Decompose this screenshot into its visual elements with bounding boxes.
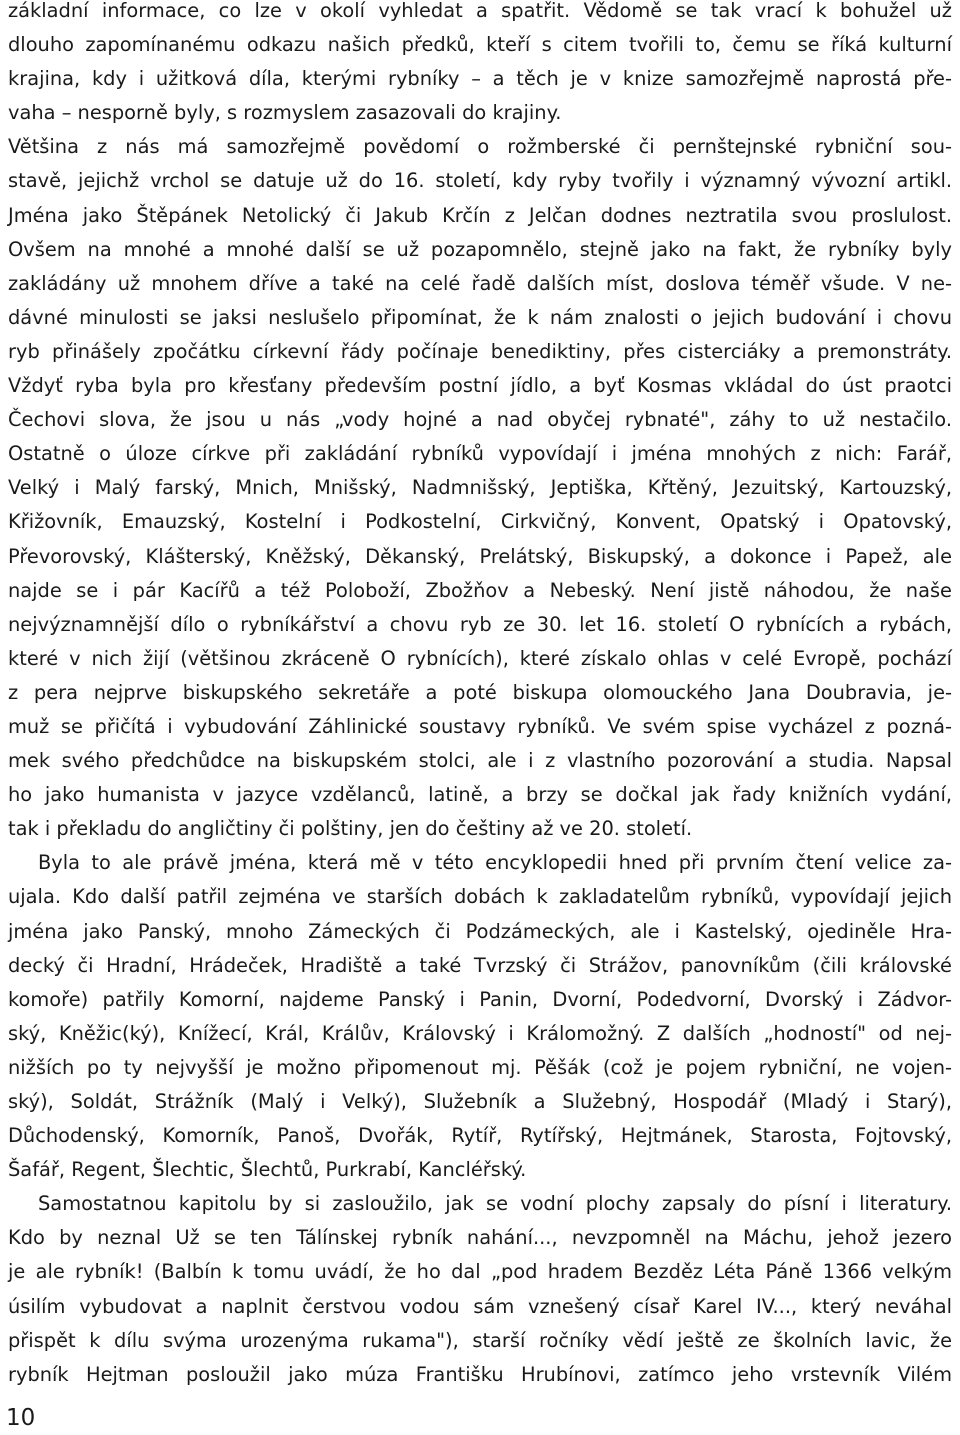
text-line: Čechovi slova, že jsou u nás „vody hojné a nad obyčej rybnaté", záhy to už nestačilo.	[8, 408, 952, 432]
text-line: základní informace, co lze v okolí vyhledat a spatřit. Vědomě se tak vrací k bohužel už	[8, 0, 952, 22]
text-line: Ovšem na mnohé a mnohé další se už pozapomnělo, stejně jako na fakt, že rybníky byly	[8, 237, 952, 261]
text-line: tak i překladu do angličtiny či polštiny, jen do češtiny až ve 20. století.	[8, 817, 693, 841]
text-line: ský, Kněžic(ký), Knížecí, Král, Králův, Královský i Králomožný. Z dalších „hodností" od nej-	[8, 1021, 952, 1045]
text-line: přispět k dílu svýma urozenýma rukama"), starší ročníky vědí ještě ze školních lavic, že	[8, 1328, 952, 1352]
text-line: Vždyť ryba byla pro křesťany především postní jídlo, a byť Kosmas vkládal do úst praotci	[8, 374, 952, 398]
text-line: ský), Soldát, Strážník (Malý i Velký), Služebník a Služebný, Hospodář (Mladý i Starý),	[8, 1090, 952, 1113]
text-line: Kdo by neznal Už se ten Tálínskej rybník nahání..., nevzpomněl na Máchu, jehož jezero	[8, 1226, 952, 1250]
text-line: úsilím vybudovat a naplnit čerstvou vodou sám vznešený císař Karel IV..., který neváhal	[8, 1294, 952, 1318]
text-line: nejvýznamnější dílo o rybníkářství a chovu ryb ze 30. let 16. století O rybnících a rybách,	[8, 612, 952, 636]
text-line: jména jako Panský, mnoho Zámeckých či Podzámeckých, ale i Kastelský, ojediněle Hra-	[8, 919, 952, 943]
text-line: mek svého předchůdce na biskupském stolci, ale i z vlastního pozorování a studia. Napsal	[8, 749, 952, 773]
text-line: Křižovník, Emauzský, Kostelní i Podkostelní, Cirkvičný, Konvent, Opatský i Opatovský,	[8, 510, 952, 534]
page-number: 10	[6, 1405, 36, 1431]
text-line: z pera nejprve biskupského sekretáře a poté biskupa olomouckého Jana Doubravia, je-	[8, 680, 952, 704]
text-line: muž se přičítá i vybudování Záhlinické soustavy rybníků. Ve svém spise vycházel z pozná-	[8, 714, 952, 738]
document-page	[8, 0, 952, 1392]
text-line: decký či Hradní, Hrádeček, Hradiště a také Tvrzský či Strážov, panovníkům (čili královské	[8, 953, 952, 977]
text-line: Velký i Malý farský, Mnich, Mnišský, Nadmnišský, Jeptiška, Křtěný, Jezuitský, Kartouzský,	[8, 476, 952, 500]
paragraph-3	[8, 846, 952, 1187]
text-line: ujala. Kdo další patřil zejména ve starších dobách k zakladatelům rybníků, vypovídají jejich	[8, 885, 952, 909]
text-line: stavě, jejichž vrchol se datuje už do 16. století, kdy ryby tvořily i významný vývozní artikl.	[8, 169, 952, 193]
text-line: najde se i pár Kacířů a též Poloboží, Zbožňov a Nebeský. Není jistě náhodou, že naše	[8, 578, 952, 602]
text-line: rybník Hejtman posloužil jako múza Františku Hrubínovi, zatímco jeho vrstevník Vilém	[8, 1362, 952, 1386]
text-line: Šafář, Regent, Šlechtic, Šlechtů, Purkrabí, Kancléřský.	[8, 1158, 527, 1182]
text-line: které v nich žijí (většinou zkráceně O rybnících), které získalo ohlas v celé Evropě, pochází	[8, 646, 952, 670]
paragraph-1	[8, 0, 952, 130]
text-line: krajina, kdy i užitková díla, kterými rybníky – a těch je v knize samozřejmě naprostá pře-	[8, 67, 952, 91]
text-line: Samostatnou kapitolu by si zasloužilo, jak se vodní plochy zapsaly do písní i literatury.	[38, 1192, 952, 1216]
text-line: je ale rybník! (Balbín k tomu uvádí, že ho dal „pod hradem Bezděz Léta Páně 1366 velkým	[8, 1260, 952, 1284]
text-line: komoře) patřily Komorní, najdeme Panský i Panin, Dvorní, Podedvorní, Dvorský i Zádvor-	[8, 987, 952, 1011]
paragraph-4	[8, 1187, 952, 1392]
paragraph-2	[8, 130, 952, 846]
text-line: ryb přinášely zpočátku církevní řády počínaje benediktiny, přes cisterciáky a premonstráty.	[8, 339, 952, 363]
text-line: dlouho zapomínanému odkazu našich předků, kteří s citem tvořili to, čemu se říká kulturní	[8, 33, 952, 57]
text-line: vaha – nesporně byly, s rozmyslem zasazovali do krajiny.	[8, 101, 562, 125]
text-line: Ostatně o úloze církve při zakládání rybníků vypovídají i jména mnohých z nich: Farář,	[8, 442, 952, 466]
text-line: Byla to ale právě jména, která mě v této encyklopedii hned při prvním čtení velice za-	[38, 851, 952, 875]
text-line: ho jako humanista v jazyce vzdělanců, latině, a brzy se dočkal jak řady knižních vydání,	[8, 783, 952, 807]
text-line: Důchodenský, Komorník, Panoš, Dvořák, Rytíř, Rytířský, Hejtmánek, Starosta, Fojtovský,	[8, 1124, 952, 1148]
text-line: Převorovský, Klášterský, Kněžský, Děkanský, Prelátský, Biskupský, a dokonce i Papež, ale	[8, 544, 952, 568]
text-line: zakládány už mnohem dříve a také na celé řadě dalších míst, doslova téměř všude. V ne-	[8, 271, 952, 295]
text-line: Jména jako Štěpánek Netolický či Jakub Krčín z Jelčan dodnes neztratila svou proslulost.	[8, 203, 952, 227]
text-line: Většina z nás má samozřejmě povědomí o rožmberské či pernštejnské rybniční sou-	[8, 135, 952, 159]
text-line: nižších po ty nejvyšší je možno připomenout mj. Pěšák (což je pojem rybniční, ne vojen-	[8, 1055, 952, 1079]
text-line: dávné minulosti se jaksi neslušelo připomínat, že k nám znalosti o jejich budování i chovu	[8, 305, 952, 329]
